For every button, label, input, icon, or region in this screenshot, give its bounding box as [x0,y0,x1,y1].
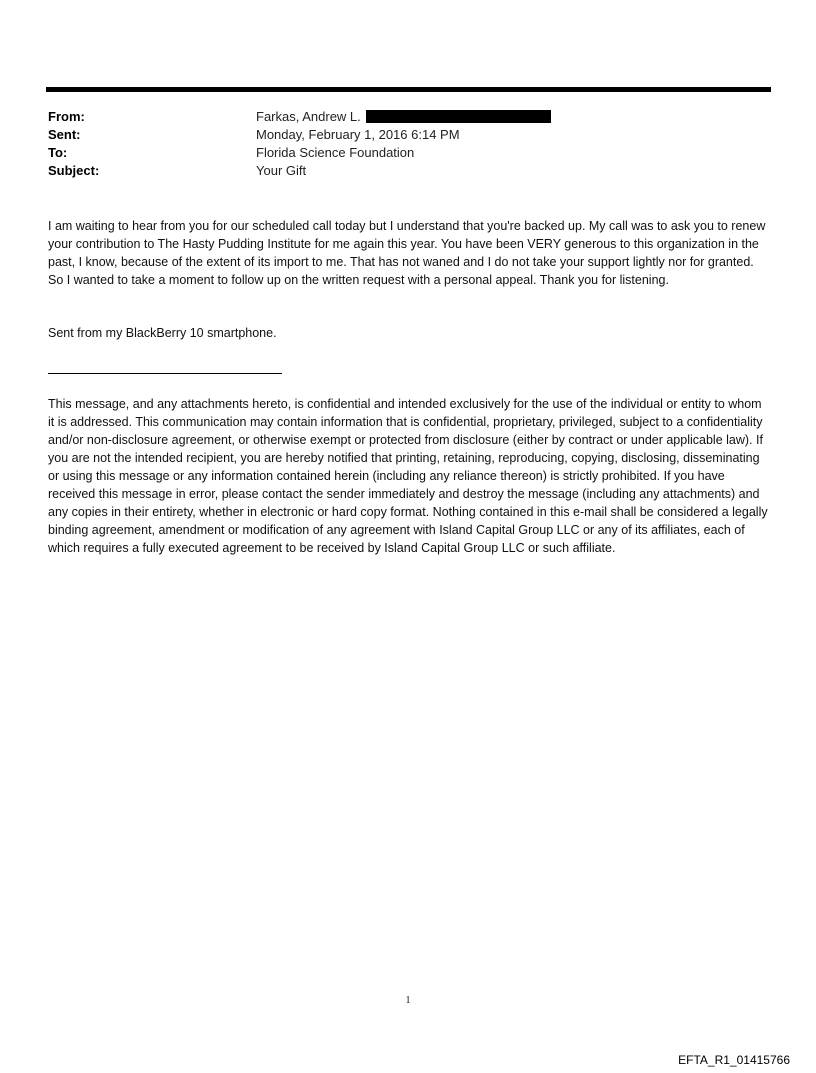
from-label: From: [48,109,85,124]
email-signature: Sent from my BlackBerry 10 smartphone. [48,326,277,340]
confidentiality-disclaimer: This message, and any attachments hereto, is confidential and intended exclusively for the use of the individual or entity to whom it is addressed. This communication may contain information that is confidential, proprietary, privileged, subject to a confidentiality and/or non-disclosure agreement, or otherwise exempt or protected from disclosure (either by contract or under applicable law). If you are not the intended recipient, you are hereby notified that printing, retaining, reproducing, copying, disclosing, disseminating or using this message or any information contained herein (including any reliance thereon) is strictly prohibited. If you have received this message in error, please contact the sender immediately and destroy the message (including any attachments) and any copies in their entirety, whether in electronic or hard copy format. Nothing contained in this e-mail shall be considered a legally binding agreement, amendment or modification of any agreement with Island Capital Group LLC or any of its affiliates, each of which requires a fully executed agreement to be received by Island Capital Group LLC or such affiliate. [48,397,768,555]
to-row [48,144,748,162]
from-row [48,108,748,126]
body-paragraph: I am waiting to hear from you for our scheduled call today but I understand that you're backed up. My call was to ask you to renew your contribution to The Hasty Pudding Institute for me again this year. You have been VERY generous to this organization in the past, I know, because of the extent of its import to me. That has not waned and I do not take your support lightly nor for granted. So I wanted to take a moment to follow up on the written request with a personal appeal. Thank you for listening. [48,219,766,287]
subject-label: Subject: [48,163,100,178]
email-body [48,217,770,289]
to-label: To: [48,145,68,160]
page-number: 1 [405,995,411,1006]
redaction-bar [366,110,551,123]
email-header [48,108,748,180]
sent-value: Monday, February 1, 2016 6:14 PM [256,127,460,142]
signature-separator [48,373,282,374]
subject-value: Your Gift [256,163,307,178]
sent-label: Sent: [48,127,81,142]
document-id: EFTA_R1_01415766 [678,1053,790,1067]
to-value: Florida Science Foundation [256,145,415,160]
sender-name: Farkas, Andrew L. [256,109,361,124]
subject-row [48,162,748,180]
sent-row [48,126,748,144]
from-value [256,108,551,126]
header-rule [46,87,771,92]
